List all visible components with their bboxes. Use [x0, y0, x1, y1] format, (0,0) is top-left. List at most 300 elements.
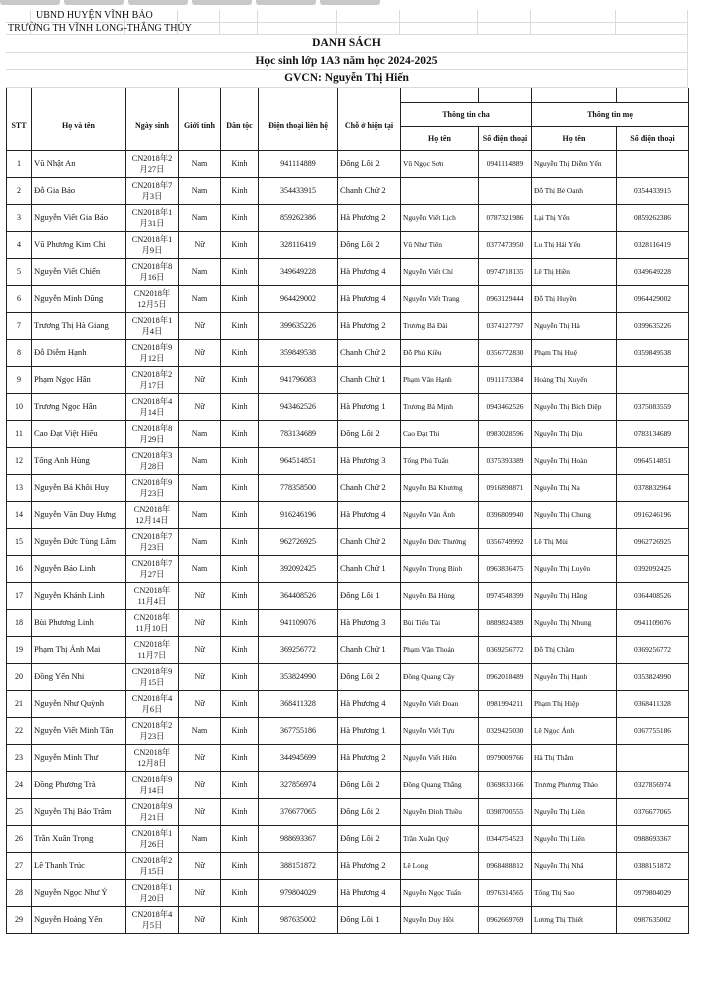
cell-ethnicity: Kinh [221, 555, 259, 582]
cell-contact-phone: 941114889 [259, 150, 338, 177]
cell-student-name: Nguyễn Khánh Linh [32, 582, 126, 609]
cell-ethnicity: Kinh [221, 501, 259, 528]
col-father-group: Thông tin cha [401, 102, 532, 126]
cell-gender: Nam [179, 825, 221, 852]
cell-student-name: Nguyễn Đức Tùng Lâm [32, 528, 126, 555]
cell-mother-name: Nguyễn Thị Hạnh [532, 663, 617, 690]
table-row [7, 447, 689, 474]
cell-address: Hà Phương 3 [338, 447, 401, 474]
cell-father-phone: 0356749992 [479, 528, 532, 555]
cell-mother-phone: 0859262386 [617, 204, 689, 231]
cell-student-name: Đỗ Gia Bảo [32, 177, 126, 204]
cell-father-phone: 0356772830 [479, 339, 532, 366]
cell-birth-date: CN2018年 12月14日 [126, 501, 179, 528]
cell-mother-name: Nguyễn Thị Diễm Yến [532, 150, 617, 177]
cell-father-phone: 0916898871 [479, 474, 532, 501]
cell-gender: Nữ [179, 231, 221, 258]
table-row [7, 312, 689, 339]
cell-ethnicity: Kinh [221, 150, 259, 177]
cell-mother-phone: 0353824990 [617, 663, 689, 690]
cell-student-name: Nguyễn Viết Gia Bảo [32, 204, 126, 231]
cell-student-name: Trương Thị Hà Giang [32, 312, 126, 339]
cell-gender: Nữ [179, 636, 221, 663]
cell-birth-date: CN2018年2 月23日 [126, 717, 179, 744]
col-father-phone: Số điện thoại [479, 126, 532, 150]
cell-student-name: Đỗ Diễm Hạnh [32, 339, 126, 366]
cell-mother-name: Lại Thị Yến [532, 204, 617, 231]
cell-student-name: Tống Anh Hùng [32, 447, 126, 474]
student-rows [7, 150, 689, 933]
cell-father-name: Đồng Quang Cậy [401, 663, 479, 690]
cell-stt: 19 [7, 636, 32, 663]
cell-stt: 28 [7, 879, 32, 906]
cell-mother-phone: 0941109076 [617, 609, 689, 636]
cell-father-phone: 0974718135 [479, 258, 532, 285]
cell-birth-date: CN2018年8 月16日 [126, 258, 179, 285]
cell-contact-phone: 376677065 [259, 798, 338, 825]
cell-stt: 22 [7, 717, 32, 744]
cell-father-phone: 0398700555 [479, 798, 532, 825]
cell-mother-phone: 0327856974 [617, 771, 689, 798]
cell-mother-phone: 0392092425 [617, 555, 689, 582]
cell-mother-name: Đỗ Thị Bé Oanh [532, 177, 617, 204]
cell-address: Hà Phương 2 [338, 312, 401, 339]
col-gender: Giới tính [179, 102, 221, 150]
cell-birth-date: CN2018年7 月3日 [126, 177, 179, 204]
cell-ethnicity: Kinh [221, 636, 259, 663]
table-row [7, 744, 689, 771]
cell-mother-name: Lu Thị Hải Yến [532, 231, 617, 258]
cell-mother-phone: 0359849538 [617, 339, 689, 366]
table-row [7, 852, 689, 879]
cell-ethnicity: Kinh [221, 285, 259, 312]
cell-address: Hà Phương 2 [338, 852, 401, 879]
col-mother-name: Họ tên [532, 126, 617, 150]
cell-student-name: Đồng Phương Trà [32, 771, 126, 798]
cell-ethnicity: Kinh [221, 879, 259, 906]
cell-address: Hà Phương 4 [338, 285, 401, 312]
cell-father-phone: 0979009766 [479, 744, 532, 771]
cell-birth-date: CN2018年8 月29日 [126, 420, 179, 447]
cell-father-name: Nguyễn Viết Đoan [401, 690, 479, 717]
table-row [7, 771, 689, 798]
cell-gender: Nữ [179, 798, 221, 825]
cell-address: Hà Phương 4 [338, 258, 401, 285]
cell-student-name: Phạm Ngọc Hân [32, 366, 126, 393]
cell-father-name: Trương Bá Mịnh [401, 393, 479, 420]
cell-stt: 9 [7, 366, 32, 393]
cell-father-phone: 0983028596 [479, 420, 532, 447]
cell-mother-phone: 0328116419 [617, 231, 689, 258]
table-row [7, 663, 689, 690]
cell-birth-date: CN2018年1 月9日 [126, 231, 179, 258]
cell-father-name: Nguyễn Duy Hồi [401, 906, 479, 933]
cell-gender: Nữ [179, 312, 221, 339]
cell-ethnicity: Kinh [221, 528, 259, 555]
table-row [7, 501, 689, 528]
cell-address: Đông Lôi 2 [338, 420, 401, 447]
table-row [7, 231, 689, 258]
col-address: Chỗ ở hiện tại [338, 102, 401, 150]
col-dob: Ngày sinh [126, 102, 179, 150]
cell-father-name: Tống Phú Tuấn [401, 447, 479, 474]
cell-mother-phone: 0375083559 [617, 393, 689, 420]
cell-mother-phone [617, 366, 689, 393]
cell-ethnicity: Kinh [221, 771, 259, 798]
homeroom-teacher: GVCN: Nguyễn Thị Hiến [6, 70, 688, 88]
cell-father-name: Bùi Tiến Tài [401, 609, 479, 636]
cell-address: Đông Lôi 1 [338, 906, 401, 933]
cell-gender: Nữ [179, 906, 221, 933]
cell-father-phone: 0962018489 [479, 663, 532, 690]
cell-address: Chanh Chử 1 [338, 636, 401, 663]
cell-student-name: Lê Thanh Trúc [32, 852, 126, 879]
table-row [7, 582, 689, 609]
cell-father-phone: 0962669769 [479, 906, 532, 933]
cell-gender: Nam [179, 474, 221, 501]
cell-mother-name: Nguyễn Thị Bích Diệp [532, 393, 617, 420]
cell-mother-name: Nguyễn Thị Hằng [532, 582, 617, 609]
cell-stt: 29 [7, 906, 32, 933]
cell-student-name: Nguyễn Viết Minh Tân [32, 717, 126, 744]
cell-contact-phone: 778358500 [259, 474, 338, 501]
spreadsheet [6, 10, 688, 934]
cell-address: Hà Phương 4 [338, 501, 401, 528]
cell-father-name: Nguyễn Bá Hùng [401, 582, 479, 609]
cell-ethnicity: Kinh [221, 474, 259, 501]
cell-address: Hà Phương 3 [338, 609, 401, 636]
cell-father-name: Nguyễn Viết Chí [401, 258, 479, 285]
cell-gender: Nam [179, 150, 221, 177]
cell-mother-phone: 0376677065 [617, 798, 689, 825]
cell-father-phone: 0396809940 [479, 501, 532, 528]
cell-gender: Nam [179, 285, 221, 312]
cell-birth-date: CN2018年4 月14日 [126, 393, 179, 420]
cell-father-name: Đồng Quang Thắng [401, 771, 479, 798]
cell-ethnicity: Kinh [221, 609, 259, 636]
table-row [7, 636, 689, 663]
cell-father-phone: 0889824389 [479, 609, 532, 636]
cell-father-phone: 0963129444 [479, 285, 532, 312]
cell-ethnicity: Kinh [221, 717, 259, 744]
cell-father-phone: 0377473950 [479, 231, 532, 258]
cell-father-name: Nguyễn Đình Thiều [401, 798, 479, 825]
cell-student-name: Bùi Phương Linh [32, 609, 126, 636]
cell-address: Đông Lôi 2 [338, 798, 401, 825]
cell-address: Chanh Chử 1 [338, 555, 401, 582]
cell-address: Chanh Chử 1 [338, 366, 401, 393]
cell-contact-phone: 369256772 [259, 636, 338, 663]
cell-birth-date: CN2018年9 月14日 [126, 771, 179, 798]
student-table [6, 88, 689, 934]
cell-address: Chanh Chử 2 [338, 528, 401, 555]
cell-gender: Nữ [179, 609, 221, 636]
col-phone: Điện thoại liên hệ [259, 102, 338, 150]
cell-stt: 3 [7, 204, 32, 231]
cell-gender: Nữ [179, 366, 221, 393]
cell-birth-date: CN2018年4 月5日 [126, 906, 179, 933]
cell-ethnicity: Kinh [221, 663, 259, 690]
cell-mother-name: Nguyễn Thị Hoàn [532, 447, 617, 474]
cell-father-name: Phạm Văn Thoản [401, 636, 479, 663]
cell-mother-name: Lê Thị Hiền [532, 258, 617, 285]
cell-stt: 11 [7, 420, 32, 447]
cell-address: Hà Phương 1 [338, 717, 401, 744]
cell-stt: 20 [7, 663, 32, 690]
cell-contact-phone: 344945699 [259, 744, 338, 771]
cell-mother-name: Nguyễn Thị Nhung [532, 609, 617, 636]
cell-student-name: Trương Ngọc Hân [32, 393, 126, 420]
cell-ethnicity: Kinh [221, 393, 259, 420]
cell-student-name: Nguyễn Bá Khôi Huy [32, 474, 126, 501]
cell-mother-phone: 0349649228 [617, 258, 689, 285]
cell-father-name: Nguyễn Viết Hiên [401, 744, 479, 771]
table-row [7, 204, 689, 231]
table-row [7, 150, 689, 177]
cell-gender: Nam [179, 204, 221, 231]
cell-mother-phone: 0988693367 [617, 825, 689, 852]
cell-student-name: Nguyễn Thị Bảo Trâm [32, 798, 126, 825]
cell-father-phone: 0369256772 [479, 636, 532, 663]
cell-gender: Nam [179, 717, 221, 744]
cell-stt: 17 [7, 582, 32, 609]
cell-stt: 26 [7, 825, 32, 852]
cell-contact-phone: 987635002 [259, 906, 338, 933]
cell-stt: 6 [7, 285, 32, 312]
cell-contact-phone: 327856974 [259, 771, 338, 798]
cell-address: Hà Phương 2 [338, 204, 401, 231]
school-name: TRƯỜNG TH VĨNH LONG-THẮNG THỦY [8, 22, 192, 34]
class-subtitle: Học sinh lớp 1A3 năm học 2024-2025 [6, 53, 688, 71]
cell-address: Hà Phương 2 [338, 744, 401, 771]
cell-gender: Nam [179, 258, 221, 285]
cell-mother-phone [617, 150, 689, 177]
cell-father-name: Nguyễn Viết Lịch [401, 204, 479, 231]
cell-stt: 10 [7, 393, 32, 420]
cell-address: Đông Lôi 2 [338, 825, 401, 852]
cell-student-name: Nguyễn Bảo Linh [32, 555, 126, 582]
cell-address: Hà Phương 4 [338, 690, 401, 717]
cell-mother-phone: 0378832964 [617, 474, 689, 501]
cell-mother-name: Đỗ Thị Chầm [532, 636, 617, 663]
cell-mother-name: Hoàng Thị Xuyến [532, 366, 617, 393]
cell-father-name: Lê Long [401, 852, 479, 879]
cell-mother-name: Nguyễn Thị Chung [532, 501, 617, 528]
cell-ethnicity: Kinh [221, 312, 259, 339]
cell-father-phone: 0963836475 [479, 555, 532, 582]
cell-mother-name: Phạm Thị Huệ [532, 339, 617, 366]
cell-mother-name: Phạm Thị Hiệp [532, 690, 617, 717]
cell-birth-date: CN2018年9 月15日 [126, 663, 179, 690]
cell-father-phone: 0968488812 [479, 852, 532, 879]
cell-student-name: Nguyễn Minh Dũng [32, 285, 126, 312]
table-row [7, 690, 689, 717]
cell-father-name: Vũ Như Tiên [401, 231, 479, 258]
cell-mother-name: Đỗ Thị Huyền [532, 285, 617, 312]
cell-gender: Nam [179, 528, 221, 555]
table-row [7, 879, 689, 906]
cell-birth-date: CN2018年9 月21日 [126, 798, 179, 825]
cell-ethnicity: Kinh [221, 447, 259, 474]
cell-student-name: Nguyễn Văn Duy Hưng [32, 501, 126, 528]
cell-stt: 2 [7, 177, 32, 204]
cell-mother-phone: 0368411328 [617, 690, 689, 717]
cell-ethnicity: Kinh [221, 204, 259, 231]
table-row [7, 177, 689, 204]
cell-birth-date: CN2018年2 月27日 [126, 150, 179, 177]
cell-address: Đông Lôi 2 [338, 150, 401, 177]
cell-birth-date: CN2018年9 月12日 [126, 339, 179, 366]
cell-father-phone: 0374127797 [479, 312, 532, 339]
cell-father-phone [479, 177, 532, 204]
cell-gender: Nữ [179, 339, 221, 366]
cell-contact-phone: 353824990 [259, 663, 338, 690]
cell-birth-date: CN2018年2 月15日 [126, 852, 179, 879]
table-row [7, 474, 689, 501]
cell-stt: 25 [7, 798, 32, 825]
cell-student-name: Nguyễn Minh Thư [32, 744, 126, 771]
table-row [7, 366, 689, 393]
cell-address: Hà Phương 4 [338, 879, 401, 906]
cell-birth-date: CN2018年 11月4日 [126, 582, 179, 609]
cell-contact-phone: 328116419 [259, 231, 338, 258]
cell-stt: 21 [7, 690, 32, 717]
cell-father-phone: 0974548399 [479, 582, 532, 609]
cell-address: Đông Lôi 1 [338, 582, 401, 609]
cell-father-phone: 0911173384 [479, 366, 532, 393]
cell-contact-phone: 943462526 [259, 393, 338, 420]
cell-ethnicity: Kinh [221, 420, 259, 447]
cell-father-name: Vũ Ngọc Sơn [401, 150, 479, 177]
cell-father-phone: 0943462526 [479, 393, 532, 420]
cell-mother-name: Lương Thị Thiết [532, 906, 617, 933]
col-mother-group: Thông tin mẹ [532, 102, 689, 126]
cell-mother-phone: 0964514851 [617, 447, 689, 474]
cell-student-name: Nguyễn Viết Chiến [32, 258, 126, 285]
cell-father-name: Cao Đạt Thi [401, 420, 479, 447]
cell-stt: 1 [7, 150, 32, 177]
table-row [7, 609, 689, 636]
cell-birth-date: CN2018年2 月17日 [126, 366, 179, 393]
cell-ethnicity: Kinh [221, 582, 259, 609]
cell-student-name: Đồng Yến Nhi [32, 663, 126, 690]
cell-birth-date: CN2018年1 月31日 [126, 204, 179, 231]
cell-father-name: Phạm Văn Hạnh [401, 366, 479, 393]
cell-birth-date: CN2018年7 月27日 [126, 555, 179, 582]
cell-address: Chanh Chử 2 [338, 474, 401, 501]
table-row [7, 393, 689, 420]
cell-stt: 8 [7, 339, 32, 366]
cell-gender: Nam [179, 501, 221, 528]
cell-ethnicity: Kinh [221, 231, 259, 258]
cell-gender: Nữ [179, 690, 221, 717]
cell-mother-name: Nguyễn Thị Liên [532, 798, 617, 825]
cell-gender: Nữ [179, 663, 221, 690]
cell-contact-phone: 962726925 [259, 528, 338, 555]
cell-address: Đông Lôi 2 [338, 663, 401, 690]
cell-gender: Nam [179, 177, 221, 204]
cell-contact-phone: 388151872 [259, 852, 338, 879]
cell-contact-phone: 354433915 [259, 177, 338, 204]
cell-mother-phone: 0979804029 [617, 879, 689, 906]
cell-address: Đông Lôi 2 [338, 771, 401, 798]
cell-stt: 27 [7, 852, 32, 879]
cell-mother-name: Lê Thị Mùi [532, 528, 617, 555]
cell-mother-phone: 0369256772 [617, 636, 689, 663]
cell-mother-phone: 0987635002 [617, 906, 689, 933]
cell-contact-phone: 349649228 [259, 258, 338, 285]
cell-birth-date: CN2018年1 月26日 [126, 825, 179, 852]
cell-gender: Nữ [179, 744, 221, 771]
cell-stt: 16 [7, 555, 32, 582]
cell-address: Đông Lôi 2 [338, 231, 401, 258]
cell-mother-name: Lê Ngọc Ánh [532, 717, 617, 744]
cell-mother-name: Hà Thị Thắm [532, 744, 617, 771]
cell-mother-phone: 0964429002 [617, 285, 689, 312]
cell-mother-name: Nguyễn Thị Na [532, 474, 617, 501]
cell-ethnicity: Kinh [221, 177, 259, 204]
cell-birth-date: CN2018年4 月6日 [126, 690, 179, 717]
cell-contact-phone: 916246196 [259, 501, 338, 528]
cell-mother-phone: 0399635226 [617, 312, 689, 339]
col-mother-phone: Số điện thoại [617, 126, 689, 150]
cell-gender: Nữ [179, 582, 221, 609]
cell-father-name: Trần Xuân Quý [401, 825, 479, 852]
cell-father-name: Đỗ Phú Kiều [401, 339, 479, 366]
table-row [7, 258, 689, 285]
sheet-tabs[interactable] [0, 0, 380, 5]
cell-birth-date: CN2018年 12月5日 [126, 285, 179, 312]
cell-contact-phone: 392092425 [259, 555, 338, 582]
cell-father-phone: 0369833166 [479, 771, 532, 798]
col-name: Họ và tên [32, 102, 126, 150]
cell-father-name: Nguyễn Đức Thưởng [401, 528, 479, 555]
cell-birth-date: CN2018年7 月23日 [126, 528, 179, 555]
cell-mother-name: Tống Thị Sao [532, 879, 617, 906]
cell-address: Hà Phương 1 [338, 393, 401, 420]
cell-contact-phone: 859262386 [259, 204, 338, 231]
table-row [7, 906, 689, 933]
cell-student-name: Nguyễn Hoàng Yến [32, 906, 126, 933]
cell-mother-phone: 0783134689 [617, 420, 689, 447]
cell-address: Chanh Chử 2 [338, 339, 401, 366]
cell-ethnicity: Kinh [221, 852, 259, 879]
cell-father-phone: 0976314565 [479, 879, 532, 906]
cell-contact-phone: 367755186 [259, 717, 338, 744]
cell-ethnicity: Kinh [221, 906, 259, 933]
cell-mother-phone: 0916246196 [617, 501, 689, 528]
cell-father-phone: 0375393389 [479, 447, 532, 474]
cell-contact-phone: 941796083 [259, 366, 338, 393]
cell-student-name: Cao Đạt Việt Hiếu [32, 420, 126, 447]
cell-stt: 18 [7, 609, 32, 636]
cell-stt: 14 [7, 501, 32, 528]
cell-ethnicity: Kinh [221, 744, 259, 771]
table-row [7, 285, 689, 312]
cell-father-name: Nguyễn Viết Trang [401, 285, 479, 312]
cell-student-name: Trần Xuân Trọng [32, 825, 126, 852]
cell-gender: Nam [179, 420, 221, 447]
cell-mother-name: Nguyễn Thị Luyên [532, 555, 617, 582]
cell-student-name: Phạm Thị Ánh Mai [32, 636, 126, 663]
district-name: UBND HUYỆN VĨNH BẢO [36, 10, 153, 21]
cell-father-phone: 0981994211 [479, 690, 532, 717]
cell-student-name: Nguyễn Như Quỳnh [32, 690, 126, 717]
cell-father-name: Trương Bá Đài [401, 312, 479, 339]
cell-ethnicity: Kinh [221, 825, 259, 852]
cell-contact-phone: 399635226 [259, 312, 338, 339]
cell-birth-date: CN2018年1 月20日 [126, 879, 179, 906]
